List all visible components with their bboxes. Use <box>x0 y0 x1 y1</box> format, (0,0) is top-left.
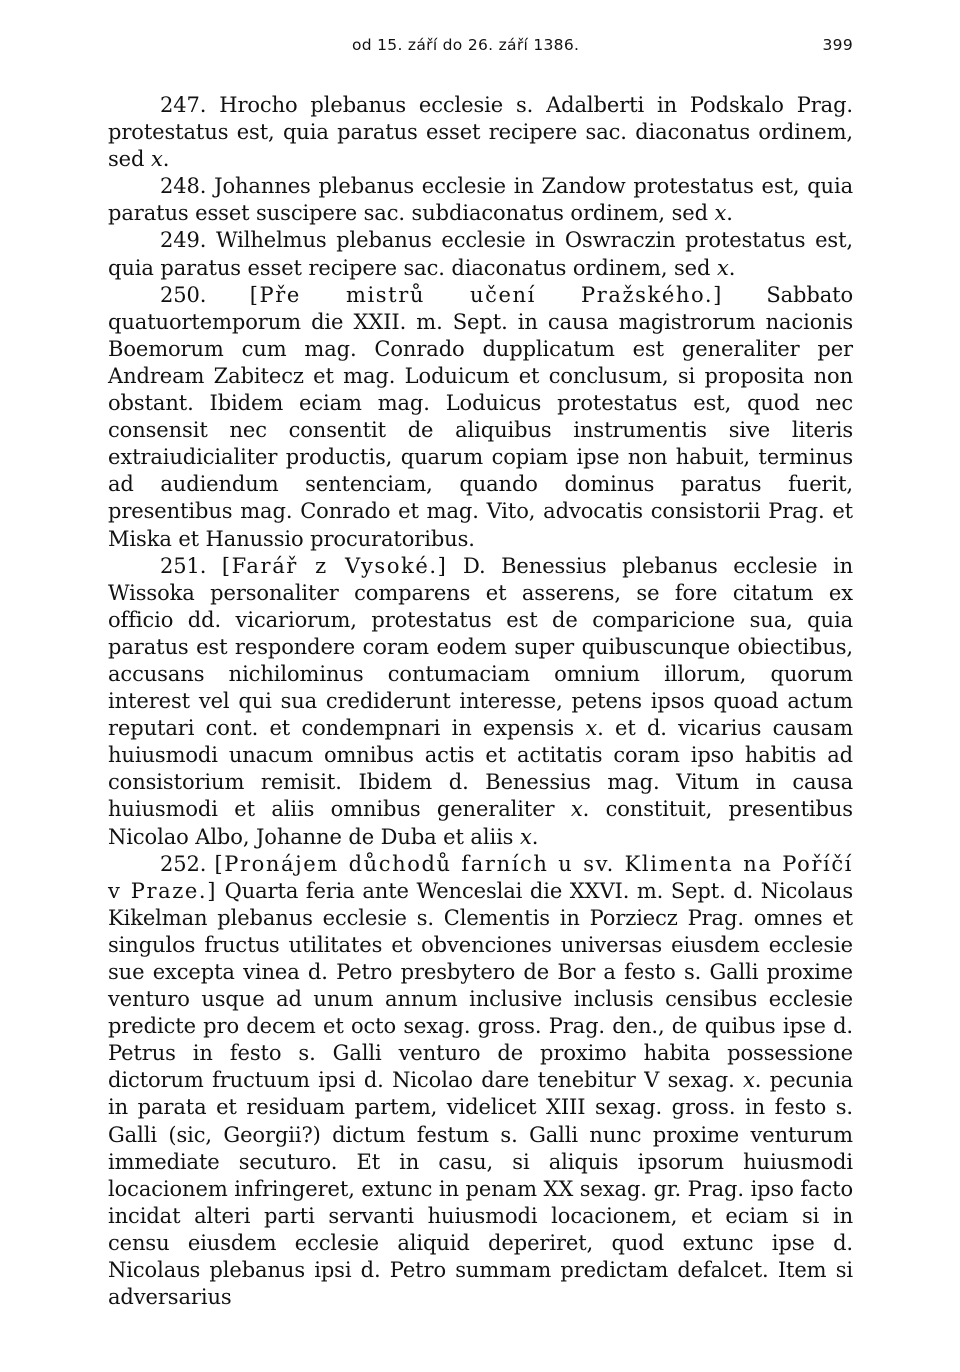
entry-text-cont: . pecunia in parata et residuam partem, videlicet XIII sexag. gross. in festo s. Galli (sic, Georgii?) dictum festum s. Galli nunc proxime venturum immediate secuturo. Et in casu, si aliquis ipsorum huiusmodi locacionem infringeret, extunc in penam XX sexag. gr. Prag. ipso facto incidat alteri parti servanti huiusmodi locacionem, et eciam si in censu eiusdem ecclesie aliquid deperiret, quod extunc ipse d. Nicolaus plebanus ipsi d. Petro summam predictam defalcet. Item si adversarius <box>108 1068 853 1310</box>
abbreviation-x: x <box>570 797 583 822</box>
entry-251 <box>108 553 853 851</box>
entry-252 <box>108 851 853 1312</box>
abbreviation-x: x <box>716 255 729 280</box>
abbreviation-x: x <box>585 716 598 741</box>
entry-250 <box>108 282 853 553</box>
entry-number: 252. <box>160 851 207 876</box>
abbreviation-x: x <box>714 201 727 226</box>
entry-text: Wilhelmus plebanus ecclesie in Oswraczin protestatus est, quia paratus esset recipere sac. diaconatus ordinem, sed <box>108 228 853 280</box>
entry-text: Hrocho plebanus ecclesie s. Adalberti in Podskalo Prag. protestatus est, quia paratus esset recipere sac. diaconatus ordinem, sed <box>108 93 853 172</box>
entry-248 <box>108 173 853 227</box>
punctuation: . <box>531 824 539 849</box>
entry-number: 247. <box>160 93 207 117</box>
entry-heading: [Pře mistrů učení Pražského.] <box>249 282 723 307</box>
entry-text: Sabbato quatuortemporum die XXII. m. Sept. in causa magistrorum nacionis Boemorum cum mag. Conrado dupplicatum est generaliter per Andream Zabitecz et mag. Loduicum et conclusum, si proposita non obstant. Ibidem eciam mag. Loduicus protestatus est, quod nec consensit nec consentit de aliquibus instrumentis sive literis extraiudicialiter productis, quarum copiam ipse non habuit, terminus ad audiendum sentenciam, quando dominus paratus fuerit, presentibus mag. Conrado et mag. Vito, advocatis consistorii Prag. et Miska et Hanussio procuratoribus. <box>108 282 854 551</box>
entry-text: Johannes plebanus ecclesie in Zandow protestatus est, quia paratus esset suscipere sac. subdiaconatus ordinem, sed <box>108 174 854 226</box>
entry-number: 250. <box>160 282 207 307</box>
abbreviation-x: x <box>150 147 163 172</box>
abbreviation-x: x <box>519 824 532 849</box>
running-title: od 15. září do 26. září 1386. <box>352 36 580 54</box>
entry-number: 249. <box>160 228 207 253</box>
entry-number: 248. <box>160 174 207 199</box>
entry-text: D. Benessius plebanus ecclesie in Wissoka personaliter comparens et asserens, se fore citatum ex officio dd. vicariorum, protestatus est de comparicione sua, quia paratus est respondere coram eodem super quibuscunque obiectibus, accusans nichilominus contumaciam omnium illorum, quorum interest vel qui sua crediderunt interesse, petens ipsos quoad actum reputari cont. et condempnari in expensis <box>108 553 853 741</box>
entry-text-cont: . et d. vicarius causam huiusmodi unacum omnibus actis et actitatis coram ipso habitis ad consistorium remisit. Ibidem d. Benessius mag. Vitum in causa huiusmodi et aliis omnibus generaliter <box>108 716 854 822</box>
abbreviation-x: x <box>743 1068 755 1093</box>
page-number: 399 <box>822 36 853 54</box>
entry-247 <box>108 92 853 173</box>
entry-heading: [Farář z Vysoké.] <box>221 553 448 578</box>
entry-number: 251. <box>160 553 207 578</box>
running-header <box>108 36 853 66</box>
entry-249 <box>108 227 853 281</box>
entry-text: Quarta feria ante Wenceslai die XXVI. m. Sept. d. Nicolaus Kikelman plebanus ecclesie s. Clementis in Porziecz Prag. omnes et singulos fructus utilitates et obvenciones universas eiusdem ecclesie sue excepta vinea d. Petro presbytero de Bor a festo s. Galli proxime venturo usque ad unum annum inclusive inclusis censibus ecclesie predicte pro decem et octo sexag. gross. Prag. den., de quibus ipse d. Petrus in festo s. Galli venturo de proximo habita possessione dictorum fructuum ipsi d. Nicolao dare tenebitur V sexag. <box>108 878 853 1093</box>
entry-heading: [Pronájem důchodů farních u sv. Klimenta na Poříčí v Praze.] <box>108 851 853 903</box>
document-page <box>108 36 853 1311</box>
punctuation: . <box>162 147 170 172</box>
punctuation: . <box>728 255 736 280</box>
punctuation: . <box>726 201 733 226</box>
body-text <box>108 92 853 1311</box>
entry-text-cont: . constituit, presentibus Nicolao Albo, Johanne de Duba et aliis <box>108 797 853 849</box>
